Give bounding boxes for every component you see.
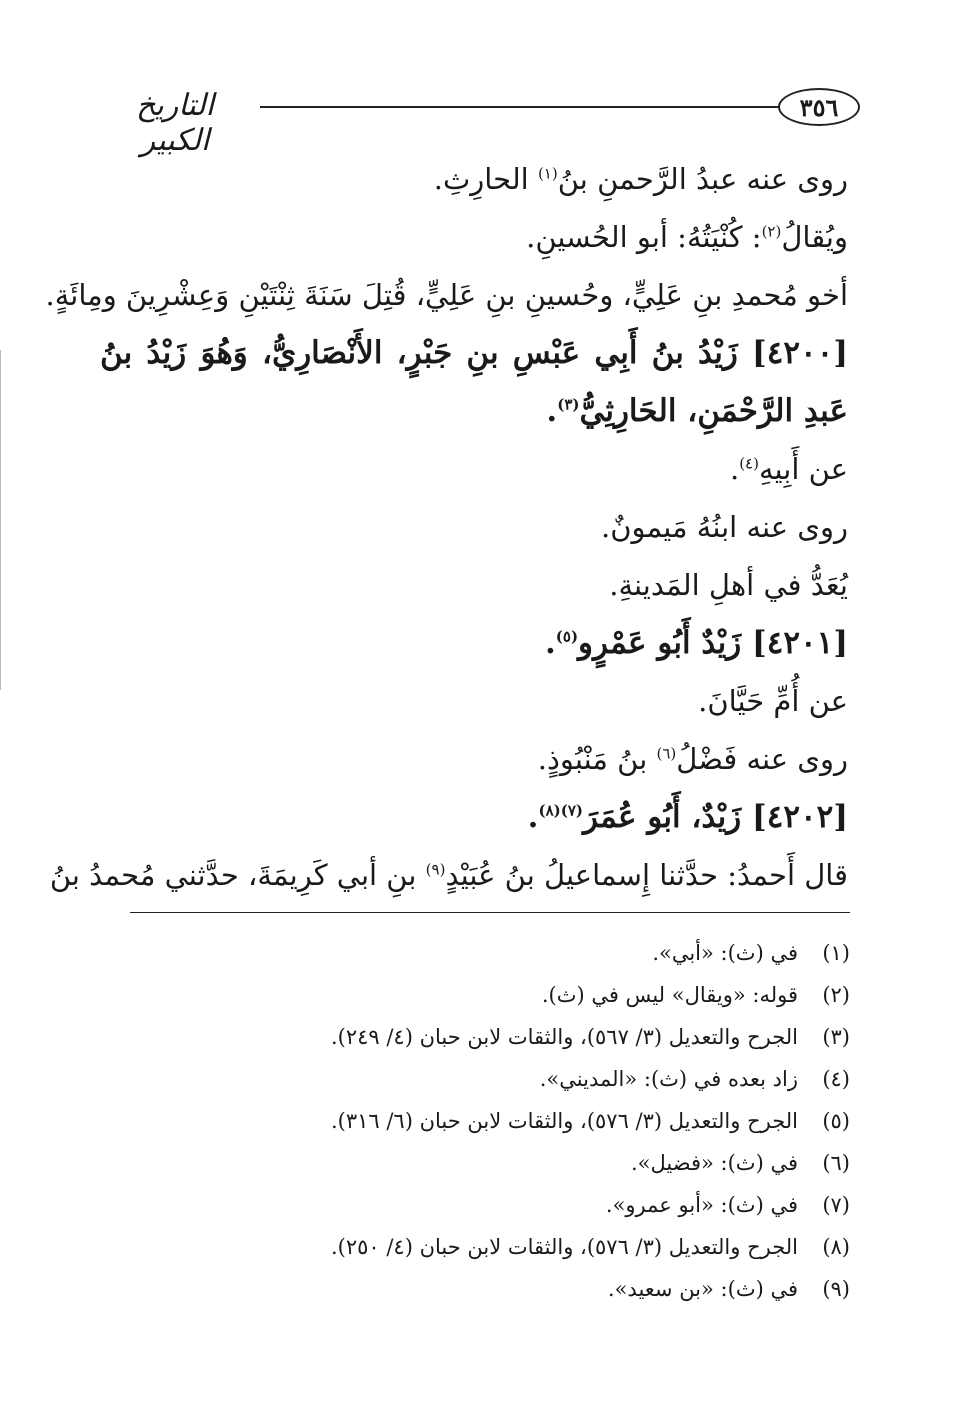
text-line: روى عنه عبدُ الرَّحمنِ بنُ$^{(١)}$ الحارِثِ.	[433, 162, 848, 196]
header-rule	[260, 106, 780, 108]
main-text	[45, 150, 848, 904]
footnote: (٩)في (ث): «بن سعيد».	[607, 1277, 850, 1301]
footnote-ref: (٩)	[425, 860, 446, 879]
entry-heading-4200-cont: عَبدِ الرَّحْمَنِ، الحَارِثِيُّ$^{(٣)}$.	[546, 393, 848, 429]
text-line: ويُقالُ$^{(٢)}$: كُنْيَتُهُ: أبو الحُسينِ.	[526, 220, 848, 254]
footnote-rule	[130, 912, 850, 913]
footnote-ref: (٧)(٨)	[538, 801, 584, 820]
footnote-ref: (٤)	[739, 454, 759, 473]
footnote: (٨)الجرح والتعديل (٣/ ٥٧٦)، والثقات لابن حبان (٤/ ٢٥٠).	[330, 1235, 850, 1259]
margin-line	[0, 350, 2, 690]
footnote: (٥)الجرح والتعديل (٣/ ٥٧٦)، والثقات لابن حبان (٦/ ٣١٦).	[330, 1109, 850, 1133]
footnote-ref: (١)	[537, 164, 558, 183]
footnote: (٧)في (ث): «أبو عمرو».	[605, 1193, 850, 1217]
footnote: (٢)قوله: «ويقال» ليس في (ث).	[541, 983, 850, 1007]
footnote-ref: (٣)	[557, 395, 580, 414]
text-line: يُعَدُّ في أهلِ المَدينةِ.	[609, 568, 848, 602]
footnote: (٤)زاد بعده في (ث): «المديني».	[539, 1067, 850, 1091]
footnote: (٣)الجرح والتعديل (٣/ ٥٦٧)، والثقات لابن حبان (٤/ ٢٤٩).	[330, 1025, 850, 1049]
book-title: التاريخ الكبير	[136, 88, 214, 158]
footnote-ref: (٥)	[555, 627, 579, 646]
footnotes	[130, 932, 850, 1310]
page-header	[100, 88, 860, 158]
page-number: ٣٥٦	[778, 88, 860, 126]
text-line: روى عنه فَضْلُ$^{(٦)}$ بنُ مَنْبُوذٍ.	[537, 742, 848, 776]
footnote: (٦)في (ث): «فضيل».	[631, 1151, 850, 1175]
text-line: أخو مُحمدِ بنِ عَلِيٍّ، وحُسينِ بنِ عَلِيٍّ، قُتِلَ سَنَةَ ثِنْتَيْنِ وَعِشْرِينَ ومِائَةٍ.	[45, 278, 848, 312]
text-line: عن أَبِيهِ$^{(٤)}$.	[729, 452, 848, 486]
footnote-ref: (٢)	[761, 222, 782, 241]
entry-heading-4201: [٤٢٠١] زَيْدٌ أَبُو عَمْرٍو$^{(٥)}$.	[544, 625, 848, 661]
text-line: قال أَحمدُ: حدَّثنا إِسماعيلُ بنُ عُبَيْدٍ$^{(٩)}$ بنِ أبي كَرِيمَةَ، حدَّثني مُحمدُ بنُ	[49, 858, 848, 892]
footnote: (١)في (ث): «أبي».	[652, 941, 850, 965]
entry-heading-4202: [٤٢٠٢] زَيْدٌ، أَبُو عُمَرَ$^{(٧)(٨)}$.	[527, 799, 848, 835]
text-line: عن أُمِّ حَيَّانَ.	[698, 684, 848, 718]
footnote-ref: (٦)	[656, 744, 677, 763]
text-line: روى عنه ابنُهُ مَيمونٌ.	[601, 510, 848, 544]
entry-heading-4200: [٤٢٠٠] زَيْدُ بنُ أَبِي عَبْسِ بنِ جَبْرٍ، الأَنْصَارِيُّ، وَهُوَ زَيْدُ بنُ	[100, 335, 848, 371]
